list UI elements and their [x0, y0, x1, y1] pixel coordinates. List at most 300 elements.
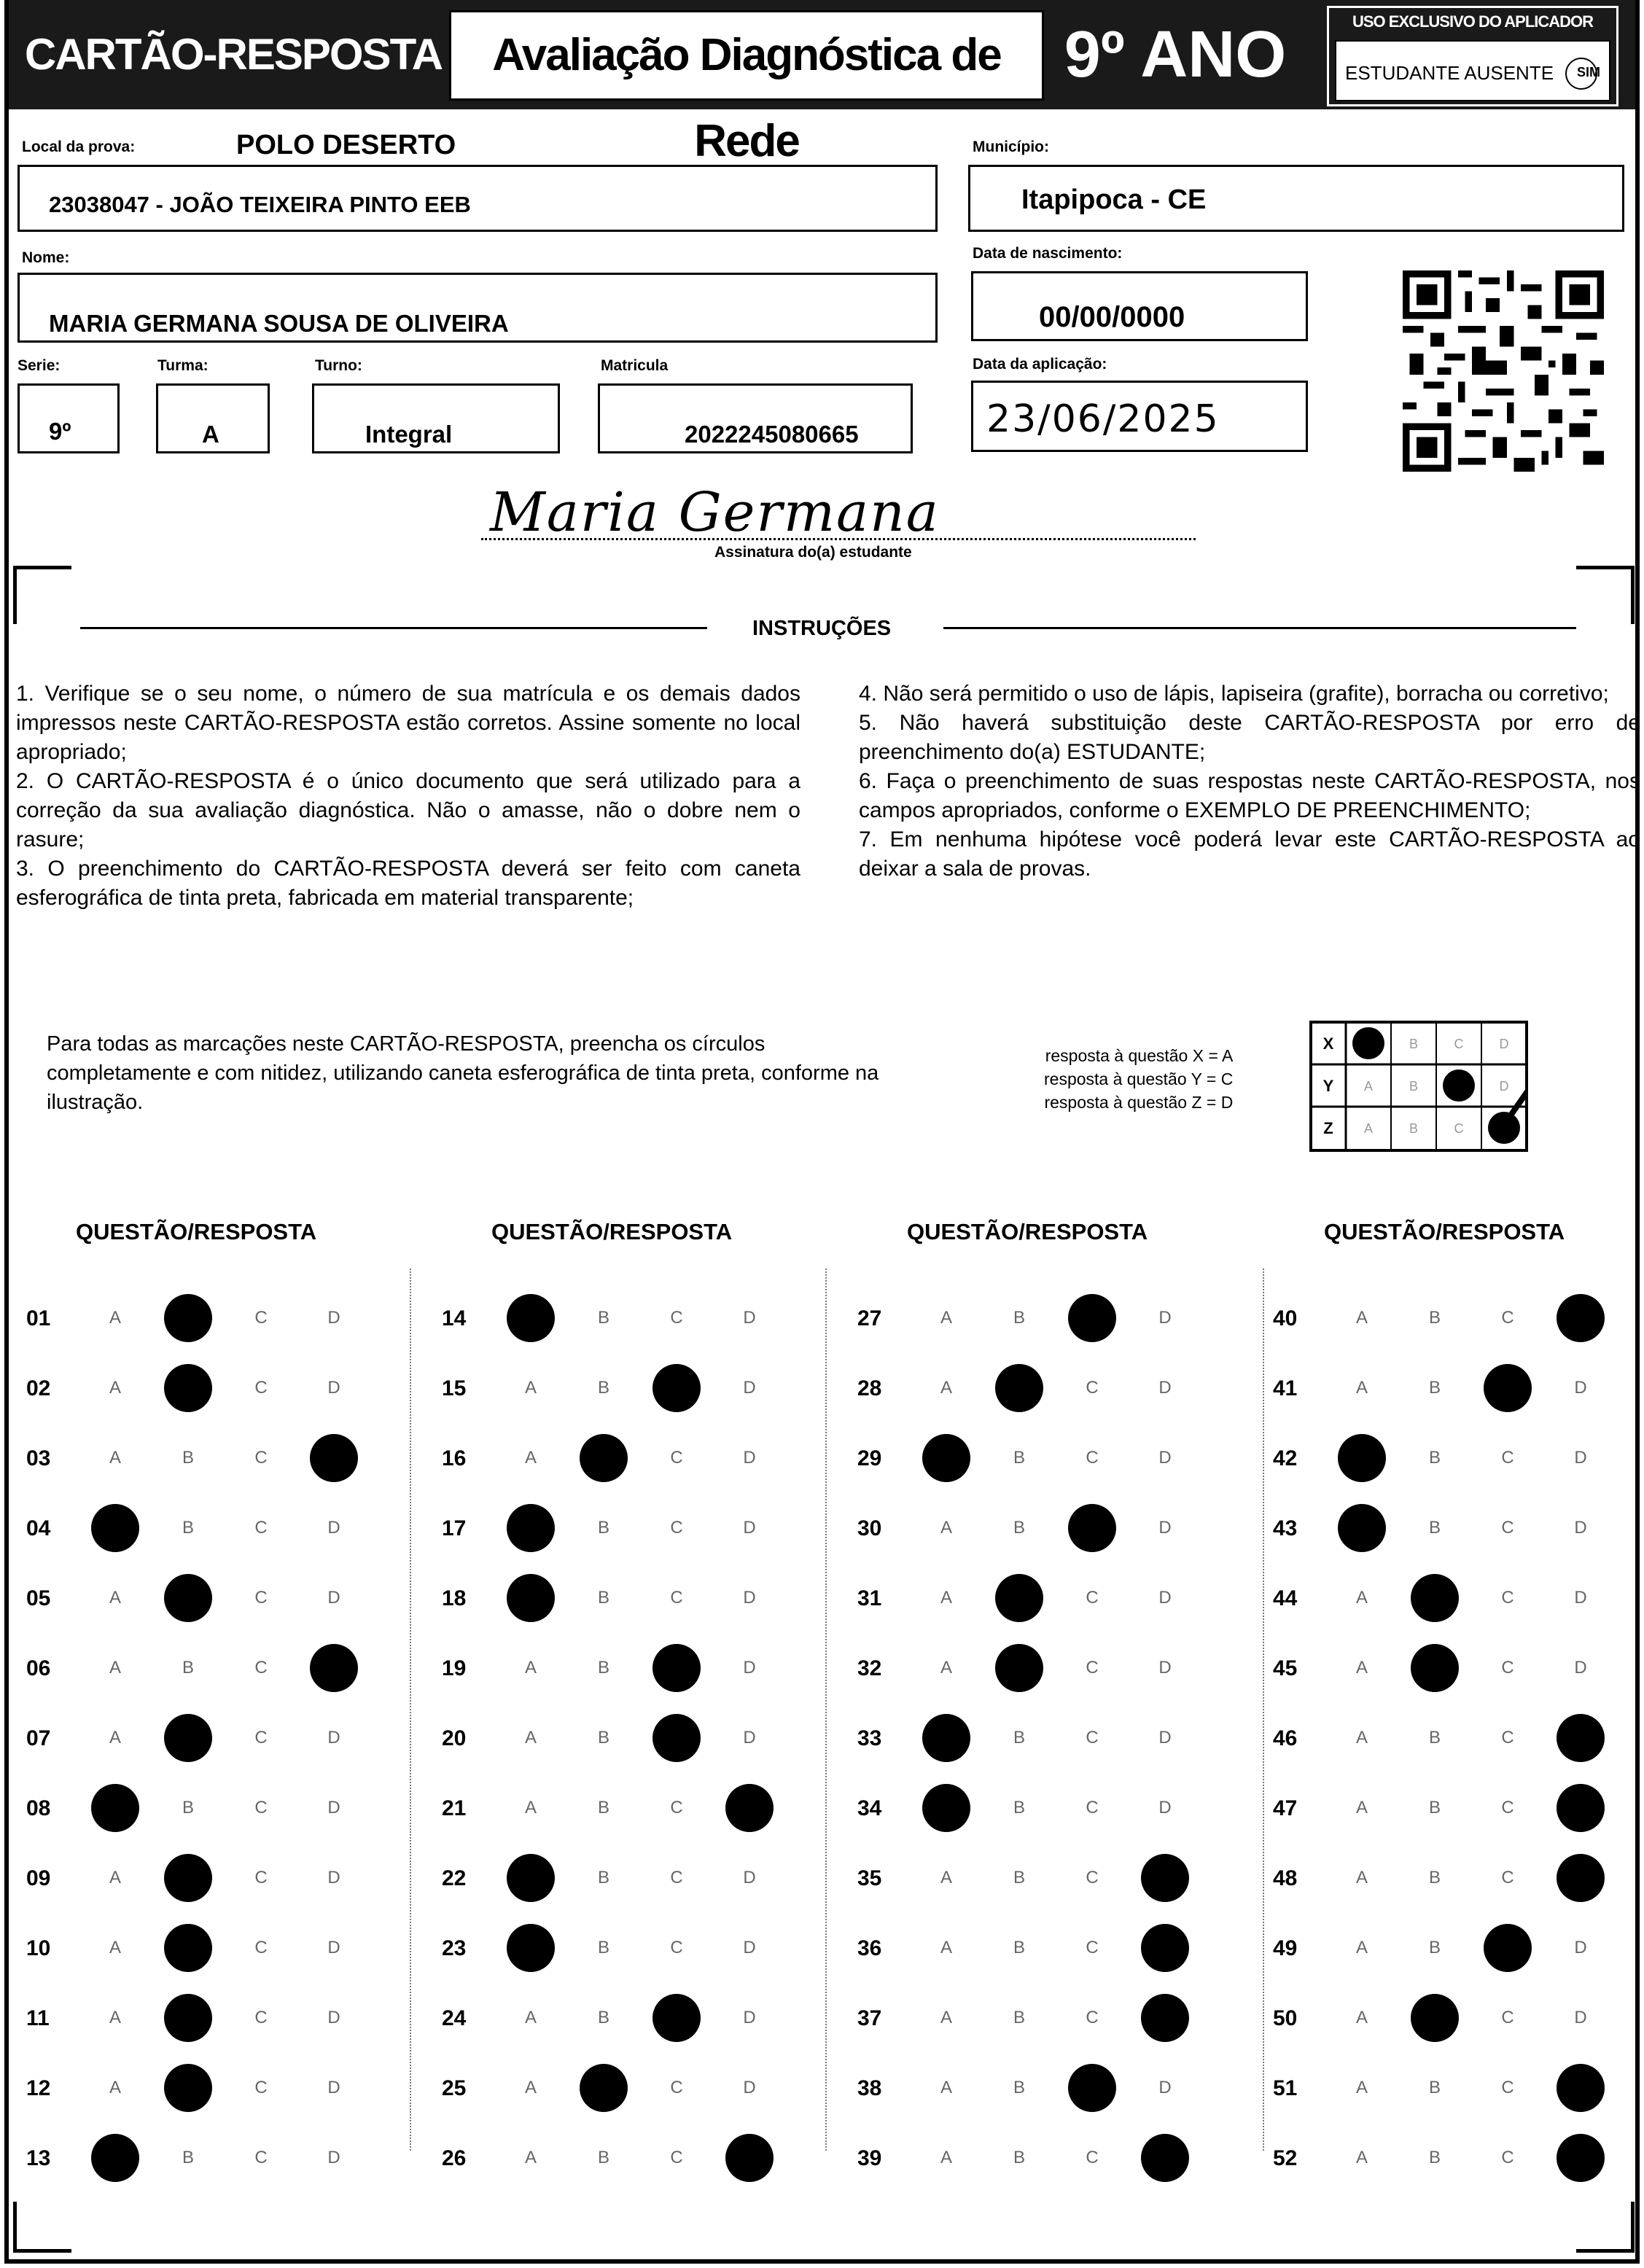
answer-bubble[interactable]: B — [1428, 2148, 1441, 2167]
answer-bubble-filled[interactable]: A — [507, 1924, 555, 1972]
nome-value: MARIA GERMANA SOUSA DE OLIVEIRA — [49, 310, 509, 337]
answer-bubble[interactable]: C — [1501, 2078, 1514, 2097]
answer-bubble[interactable]: A — [1355, 1728, 1368, 1747]
grade-label: 9º ANO — [1064, 18, 1287, 91]
answer-bubble[interactable]: A — [524, 2008, 537, 2027]
answer-bubble[interactable]: A — [940, 1518, 952, 1538]
answer-bubble[interactable]: A — [1355, 1658, 1368, 1677]
answer-bubble[interactable]: A — [1355, 2078, 1368, 2097]
answer-bubble[interactable]: D — [1158, 1728, 1172, 1747]
example-row-label: Z — [1323, 1119, 1333, 1137]
answer-bubble[interactable]: D — [327, 1518, 340, 1538]
legend-line: resposta à questão Z = D — [1044, 1093, 1234, 1112]
question-number: 19 — [442, 1656, 467, 1680]
answer-bubble[interactable]: D — [327, 2008, 340, 2027]
answer-bubble[interactable]: C — [670, 1588, 683, 1608]
answer-bubble[interactable]: D — [743, 1938, 756, 1957]
answer-bubble[interactable]: B — [1428, 1378, 1441, 1398]
matricula-field — [598, 383, 913, 453]
question-row — [26, 1508, 391, 1551]
instruction-item: 7. Em nenhuma hipótese você poderá levar este CARTÃO-RESPOSTA ao deixar a sala de provas. — [859, 827, 1640, 881]
answer-bubble[interactable]: A — [109, 1658, 121, 1677]
answer-bubble[interactable]: D — [327, 2078, 340, 2097]
answer-bubble-filled[interactable]: D — [1557, 1784, 1605, 1832]
question-number: 06 — [26, 1656, 51, 1680]
answer-bubble[interactable]: D — [743, 2008, 756, 2027]
question-number: 07 — [26, 1726, 51, 1750]
answer-bubble[interactable]: B — [597, 1518, 609, 1538]
answer-bubble[interactable]: C — [670, 1868, 683, 1887]
answer-bubble[interactable]: B — [597, 1378, 609, 1398]
answer-bubble[interactable]: B — [1428, 1868, 1441, 1887]
answer-bubble[interactable]: D — [743, 1868, 756, 1887]
column-separator — [825, 1269, 827, 2151]
question-row — [857, 1508, 1222, 1551]
answer-bubble[interactable]: D — [327, 1588, 340, 1608]
signature-line — [481, 538, 1196, 540]
answer-bubble[interactable]: C — [1086, 1798, 1099, 1817]
answer-bubble[interactable]: D — [1574, 2008, 1587, 2027]
answer-bubble-filled[interactable]: C — [652, 1714, 701, 1762]
answer-bubble[interactable]: A — [1355, 1308, 1368, 1328]
answer-bubble-filled[interactable]: C — [652, 1994, 701, 2042]
answer-bubble[interactable]: B — [597, 1868, 609, 1887]
answer-bubble[interactable]: D — [327, 1868, 340, 1887]
answer-bubble[interactable]: C — [1086, 2148, 1099, 2167]
answer-bubble[interactable]: A — [940, 1378, 952, 1398]
instructions-right — [859, 679, 1640, 884]
answer-bubble[interactable]: D — [327, 1938, 340, 1957]
answer-bubble[interactable]: D — [327, 1378, 340, 1398]
answer-bubble[interactable]: D — [1158, 1588, 1172, 1608]
question-number: 39 — [857, 2146, 882, 2170]
question-number: 52 — [1273, 2146, 1298, 2170]
turno-label: Turno: — [315, 357, 362, 374]
question-number: 28 — [857, 1376, 882, 1400]
question-number: 10 — [26, 1936, 51, 1960]
answer-bubble[interactable]: C — [1501, 1658, 1514, 1677]
answer-bubble[interactable]: A — [1355, 1938, 1368, 1957]
question-row — [26, 1718, 391, 1761]
local-value: 23038047 - JOÃO TEIXEIRA PINTO EEB — [49, 192, 471, 217]
question-row — [442, 1508, 806, 1551]
answer-bubble[interactable]: A — [940, 1308, 952, 1328]
answer-bubble[interactable]: A — [524, 1798, 537, 1817]
answer-bubble[interactable]: C — [1086, 1378, 1099, 1398]
question-row — [442, 1648, 806, 1691]
question-number: 43 — [1273, 1516, 1298, 1540]
answer-bubble[interactable]: B — [1013, 1448, 1025, 1468]
answer-bubble[interactable]: A — [109, 2008, 121, 2027]
example-option-letter: A — [1363, 1079, 1374, 1094]
answer-bubble-filled[interactable]: A — [922, 1434, 970, 1482]
instruction-item: 1. Verifique se o seu nome, o número de sua matrícula e os demais dados impressos neste CARTÃO-RESPOSTA estão corretos. Assine somente no local apropriado; — [16, 682, 800, 764]
answer-bubble-filled[interactable]: D — [1141, 1994, 1189, 2042]
answer-bubble[interactable]: C — [1086, 1658, 1099, 1677]
question-row — [857, 1858, 1222, 1901]
answer-bubble[interactable]: A — [109, 1588, 121, 1608]
answer-bubble[interactable]: C — [254, 1798, 268, 1817]
answer-bubble-filled[interactable]: B — [1411, 1574, 1459, 1622]
answer-bubble-filled[interactable]: C — [1068, 1504, 1116, 1552]
answer-bubble[interactable]: A — [109, 1938, 121, 1957]
aplicacao-value: 23/06/2025 — [986, 397, 1220, 441]
answer-bubble[interactable]: B — [1013, 1518, 1025, 1538]
answer-bubble-filled[interactable]: D — [1141, 1854, 1189, 1902]
answer-bubble[interactable]: A — [524, 1728, 537, 1747]
local-label: Local da prova: — [22, 139, 136, 155]
answer-bubble-filled[interactable]: D — [725, 1784, 774, 1832]
answer-bubble[interactable]: C — [1086, 1938, 1099, 1957]
answer-bubble[interactable]: D — [1158, 2078, 1172, 2097]
answer-bubble[interactable]: C — [254, 1448, 268, 1468]
answer-bubble[interactable]: A — [940, 1658, 952, 1677]
answer-bubble[interactable]: C — [670, 1308, 683, 1328]
instruction-item: 4. Não será permitido o uso de lápis, lapiseira (grafite), borracha ou corretivo; — [859, 682, 1609, 706]
answer-bubble-filled[interactable]: C — [1484, 1924, 1532, 1972]
answer-bubble[interactable]: B — [1428, 1518, 1441, 1538]
answer-bubble-filled[interactable]: A — [507, 1504, 555, 1552]
answer-bubble[interactable]: A — [524, 1448, 537, 1468]
answer-bubble-filled[interactable]: A — [91, 1504, 139, 1552]
question-number: 48 — [1273, 1866, 1298, 1890]
signature-caption: Assinatura do(a) estudante — [714, 544, 912, 561]
question-row — [1273, 1788, 1637, 1831]
municipio-label: Município: — [973, 139, 1049, 155]
answer-bubble[interactable]: D — [1574, 1938, 1587, 1957]
answer-bubble[interactable]: C — [1501, 1588, 1514, 1608]
answer-bubble-filled[interactable]: B — [1411, 1994, 1459, 2042]
answer-bubble[interactable]: D — [1574, 1588, 1587, 1608]
answer-bubble-filled[interactable]: B — [580, 2064, 628, 2112]
answer-bubble-filled[interactable]: A — [1338, 1504, 1386, 1552]
answer-bubble-filled[interactable]: A — [91, 2134, 139, 2182]
answer-bubble[interactable]: C — [1086, 1588, 1099, 1608]
question-row — [1273, 1648, 1637, 1691]
question-number: 26 — [442, 2146, 467, 2170]
answer-bubble-filled[interactable]: D — [1557, 2134, 1605, 2182]
answer-bubble[interactable]: D — [1574, 1378, 1587, 1398]
student-signature: Maria Germana — [490, 481, 940, 544]
corner-mark-top-left — [13, 566, 71, 624]
answer-bubble-filled[interactable]: D — [1557, 1294, 1605, 1342]
answer-bubble-filled[interactable]: B — [164, 1924, 212, 1972]
answer-bubble[interactable]: A — [1355, 2008, 1368, 2027]
answer-bubble[interactable]: A — [109, 2078, 121, 2097]
question-number: 38 — [857, 2076, 882, 2100]
answer-bubble[interactable]: B — [1013, 1868, 1025, 1887]
answer-bubble[interactable]: C — [1501, 1728, 1514, 1747]
answer-bubble[interactable]: D — [327, 1798, 340, 1817]
answer-bubble-filled[interactable]: B — [164, 1294, 212, 1342]
answer-bubble[interactable]: D — [743, 1448, 756, 1468]
answer-bubble[interactable]: C — [254, 1308, 268, 1328]
answer-bubble[interactable]: D — [327, 1728, 340, 1747]
answer-bubble-filled[interactable]: A — [507, 1294, 555, 1342]
legend-line: resposta à questão X = A — [1045, 1046, 1234, 1065]
answer-bubble[interactable]: D — [327, 2148, 340, 2167]
answer-bubble-filled[interactable]: B — [580, 1434, 628, 1482]
question-row — [857, 2138, 1222, 2181]
answer-bubble[interactable]: B — [1013, 1938, 1025, 1957]
question-number: 35 — [857, 1866, 882, 1890]
answer-bubble[interactable]: D — [1158, 1658, 1172, 1677]
answer-bubble[interactable]: A — [109, 1378, 121, 1398]
answer-bubble[interactable]: B — [182, 1448, 194, 1468]
answer-bubble[interactable]: B — [182, 1518, 194, 1538]
answer-bubble[interactable]: A — [1355, 1588, 1368, 1608]
answer-bubble-filled[interactable]: A — [507, 1574, 555, 1622]
answer-bubble-filled[interactable]: B — [164, 1994, 212, 2042]
example-row-label: Y — [1322, 1077, 1334, 1095]
answer-bubble[interactable]: C — [254, 2148, 268, 2167]
answer-bubble[interactable]: C — [254, 2078, 268, 2097]
answer-bubble[interactable]: C — [670, 1518, 683, 1538]
answer-bubble-filled[interactable]: D — [1557, 2064, 1605, 2112]
answer-bubble[interactable]: B — [1013, 2008, 1025, 2027]
question-row — [857, 1998, 1222, 2041]
instructions-rule-right — [943, 627, 1576, 629]
answer-bubble-filled[interactable]: B — [164, 2064, 212, 2112]
municipio-field — [968, 165, 1624, 232]
example-filled-bubble — [1443, 1069, 1475, 1102]
question-row — [442, 1788, 806, 1831]
answer-bubble[interactable]: B — [1428, 1798, 1441, 1817]
answer-bubble[interactable]: B — [597, 1308, 609, 1328]
question-number: 36 — [857, 1936, 882, 1960]
example-option-letter: A — [1363, 1121, 1374, 1136]
answer-bubble[interactable]: C — [254, 1588, 268, 1608]
turma-field — [156, 383, 270, 453]
answer-bubble[interactable]: B — [1013, 2148, 1025, 2167]
answer-bubble[interactable]: C — [254, 1378, 268, 1398]
answer-bubble[interactable]: D — [1158, 1448, 1172, 1468]
answer-bubble-filled[interactable]: D — [1141, 2134, 1189, 2182]
answer-bubble[interactable]: A — [940, 2078, 952, 2097]
answer-bubble-filled[interactable]: C — [652, 1644, 701, 1692]
question-row — [26, 1928, 391, 1971]
instructions-left — [16, 679, 800, 913]
answer-bubble-filled[interactable]: B — [164, 1854, 212, 1902]
answer-bubble[interactable]: C — [254, 1658, 268, 1677]
answer-bubble[interactable]: C — [1086, 1868, 1099, 1887]
answer-bubble[interactable]: D — [743, 1308, 756, 1328]
answer-bubble[interactable]: C — [1501, 2008, 1514, 2027]
answer-bubble[interactable]: A — [1355, 1798, 1368, 1817]
instruction-item: 2. O CARTÃO-RESPOSTA é o único documento que será utilizado para a correção da sua avaliação diagnóstica. Não o amasse, não o dobre nem o rasure; — [16, 769, 800, 852]
applicator-title: USO EXCLUSIVO DO APLICADOR — [1352, 12, 1594, 31]
answer-bubble[interactable]: B — [182, 1798, 194, 1817]
answer-bubble[interactable]: C — [254, 1938, 268, 1957]
answers-column-title: QUESTÃO/RESPOSTA — [1324, 1219, 1565, 1244]
answer-bubble[interactable]: B — [597, 2008, 609, 2027]
absent-field — [1335, 40, 1610, 101]
question-number: 20 — [442, 1726, 467, 1750]
question-row — [442, 2138, 806, 2181]
answer-bubble[interactable]: C — [670, 1798, 683, 1817]
answer-bubble[interactable]: D — [1574, 1518, 1587, 1538]
answers-column-title: QUESTÃO/RESPOSTA — [491, 1219, 733, 1244]
answer-bubble[interactable]: C — [1086, 1728, 1099, 1747]
instructions-title: INSTRUÇÕES — [752, 617, 892, 640]
question-number: 25 — [442, 2076, 467, 2100]
answer-bubble[interactable]: D — [1158, 1798, 1172, 1817]
answer-bubble[interactable]: A — [524, 1658, 537, 1677]
question-row — [857, 1438, 1222, 1481]
question-row — [857, 1718, 1222, 1761]
answer-bubble-filled[interactable]: D — [725, 2134, 774, 2182]
answer-bubble[interactable]: A — [109, 1448, 121, 1468]
question-row — [857, 1928, 1222, 1971]
answer-sheet — [4, 0, 1640, 2264]
answer-bubble-filled[interactable]: A — [507, 1854, 555, 1902]
question-number: 18 — [442, 1586, 467, 1610]
answer-bubble-filled[interactable]: A — [1338, 1434, 1386, 1482]
answer-bubble[interactable]: D — [1158, 1518, 1172, 1538]
answer-bubble[interactable]: C — [1086, 1448, 1099, 1468]
instruction-item: 3. O preenchimento do CARTÃO-RESPOSTA deverá ser feito com caneta esferográfica de tinta preta, fabricada em material transparente; — [16, 857, 800, 910]
answer-bubble[interactable]: B — [182, 2148, 194, 2167]
answer-bubble[interactable]: A — [109, 1308, 121, 1328]
nascimento-label: Data de nascimento: — [973, 245, 1123, 262]
answer-bubble[interactable]: C — [254, 1868, 268, 1887]
answer-bubble[interactable]: C — [1501, 2148, 1514, 2167]
answer-bubble[interactable]: C — [1501, 1868, 1514, 1887]
answer-bubble-filled[interactable]: D — [1557, 1714, 1605, 1762]
answer-bubble[interactable]: C — [1086, 2008, 1099, 2027]
answer-bubble[interactable]: B — [1428, 1448, 1441, 1468]
question-number: 30 — [857, 1516, 882, 1540]
answer-bubble-filled[interactable]: D — [310, 1434, 358, 1482]
answer-bubble-filled[interactable]: C — [1068, 1294, 1116, 1342]
answer-bubble-filled[interactable]: C — [652, 1364, 701, 1412]
question-row — [1273, 2068, 1637, 2111]
answer-bubble[interactable]: D — [743, 1378, 756, 1398]
question-row — [442, 2068, 806, 2111]
question-row — [1273, 1298, 1637, 1341]
answer-bubble-filled[interactable]: A — [91, 1784, 139, 1832]
question-number: 15 — [442, 1376, 467, 1400]
answer-bubble-filled[interactable]: B — [164, 1364, 212, 1412]
answer-bubble[interactable]: A — [940, 2008, 952, 2027]
answer-bubble[interactable]: D — [743, 1518, 756, 1538]
answer-bubble[interactable]: A — [1355, 1378, 1368, 1398]
example-option-letter: B — [1409, 1121, 1419, 1136]
answer-bubble[interactable]: D — [743, 2078, 756, 2097]
answer-bubble-filled[interactable]: B — [1411, 1644, 1459, 1692]
applicator-box — [1327, 6, 1618, 106]
answer-bubble[interactable]: C — [670, 1448, 683, 1468]
answer-bubble[interactable]: B — [1428, 1728, 1441, 1747]
answer-bubble[interactable]: D — [1158, 1308, 1172, 1328]
answer-bubble[interactable]: D — [1158, 1378, 1172, 1398]
answer-bubble[interactable]: B — [597, 1728, 609, 1747]
question-row — [442, 1438, 806, 1481]
answer-bubble[interactable]: B — [597, 1798, 609, 1817]
answer-bubble[interactable]: B — [597, 1658, 609, 1677]
answer-bubble[interactable]: A — [940, 1868, 952, 1887]
answer-bubble-filled[interactable]: B — [995, 1364, 1043, 1412]
answer-bubble[interactable]: A — [524, 1378, 537, 1398]
answer-bubble[interactable]: D — [327, 1308, 340, 1328]
answer-bubble[interactable]: A — [1355, 1868, 1368, 1887]
answer-bubble-filled[interactable]: A — [922, 1784, 970, 1832]
answer-bubble[interactable]: D — [1574, 1448, 1587, 1468]
answer-bubble[interactable]: B — [1428, 1938, 1441, 1957]
question-number: 34 — [857, 1796, 882, 1820]
answer-bubble-filled[interactable]: B — [164, 1714, 212, 1762]
answer-bubble-filled[interactable]: D — [1141, 1924, 1189, 1972]
question-row — [442, 1578, 806, 1621]
answer-bubble[interactable]: B — [1013, 1728, 1025, 1747]
answer-bubble[interactable]: C — [254, 1728, 268, 1747]
answer-bubble[interactable]: B — [597, 1938, 609, 1957]
answer-bubble[interactable]: C — [1501, 1798, 1514, 1817]
question-number: 21 — [442, 1796, 467, 1820]
answer-bubble[interactable]: A — [940, 1938, 952, 1957]
answer-bubble[interactable]: A — [1355, 2148, 1368, 2167]
answer-bubble[interactable]: D — [743, 1588, 756, 1608]
answer-bubble[interactable]: B — [1013, 2078, 1025, 2097]
answer-bubble[interactable]: B — [597, 1588, 609, 1608]
answer-bubble[interactable]: D — [743, 1728, 756, 1747]
answer-bubble-filled[interactable]: B — [995, 1574, 1043, 1622]
answer-bubble[interactable]: B — [597, 2148, 609, 2167]
answer-bubble[interactable]: A — [524, 2148, 537, 2167]
answer-bubble[interactable]: C — [1501, 1448, 1514, 1468]
question-number: 41 — [1273, 1376, 1298, 1400]
absent-sim-label: SIM — [1577, 65, 1601, 79]
answer-bubble[interactable]: A — [940, 2148, 952, 2167]
nascimento-value: 00/00/0000 — [1039, 301, 1185, 333]
answer-bubble-filled[interactable]: D — [310, 1644, 358, 1692]
question-number: 51 — [1273, 2076, 1298, 2100]
question-number: 33 — [857, 1726, 882, 1750]
answer-bubble[interactable]: C — [1501, 1518, 1514, 1538]
answer-bubble[interactable]: A — [109, 1728, 121, 1747]
answer-bubble-filled[interactable]: A — [922, 1714, 970, 1762]
answer-bubble[interactable]: C — [670, 2148, 683, 2167]
answer-bubble[interactable]: B — [1428, 1308, 1441, 1328]
serie-label: Serie: — [17, 357, 61, 374]
answer-bubble[interactable]: D — [1574, 1658, 1587, 1677]
corner-mark-bottom-right — [1576, 2202, 1635, 2253]
question-row — [26, 1438, 391, 1481]
question-number: 27 — [857, 1306, 882, 1330]
answer-bubble[interactable]: A — [109, 1868, 121, 1887]
answer-bubble[interactable]: B — [1428, 2078, 1441, 2097]
answer-bubble-filled[interactable]: C — [1068, 2064, 1116, 2112]
answer-bubble[interactable]: D — [743, 1658, 756, 1677]
answer-bubble[interactable]: B — [1013, 1308, 1025, 1328]
answer-bubble-filled[interactable]: C — [1484, 1364, 1532, 1412]
answer-bubble[interactable]: C — [1501, 1308, 1514, 1328]
answer-bubble[interactable]: A — [524, 2078, 537, 2097]
answer-bubble[interactable]: A — [940, 1588, 952, 1608]
answer-bubble[interactable]: C — [670, 2078, 683, 2097]
question-row — [26, 1368, 391, 1411]
answer-bubble[interactable]: B — [1013, 1798, 1025, 1817]
answer-bubble-filled[interactable]: D — [1557, 1854, 1605, 1902]
answer-bubble-filled[interactable]: B — [995, 1644, 1043, 1692]
question-row — [857, 1788, 1222, 1831]
answer-bubble[interactable]: C — [670, 1938, 683, 1957]
answer-bubble[interactable]: C — [254, 2008, 268, 2027]
answer-bubble[interactable]: B — [182, 1658, 194, 1677]
answer-bubble-filled[interactable]: B — [164, 1574, 212, 1622]
answer-bubble[interactable]: C — [254, 1518, 268, 1538]
question-number: 44 — [1273, 1586, 1298, 1610]
